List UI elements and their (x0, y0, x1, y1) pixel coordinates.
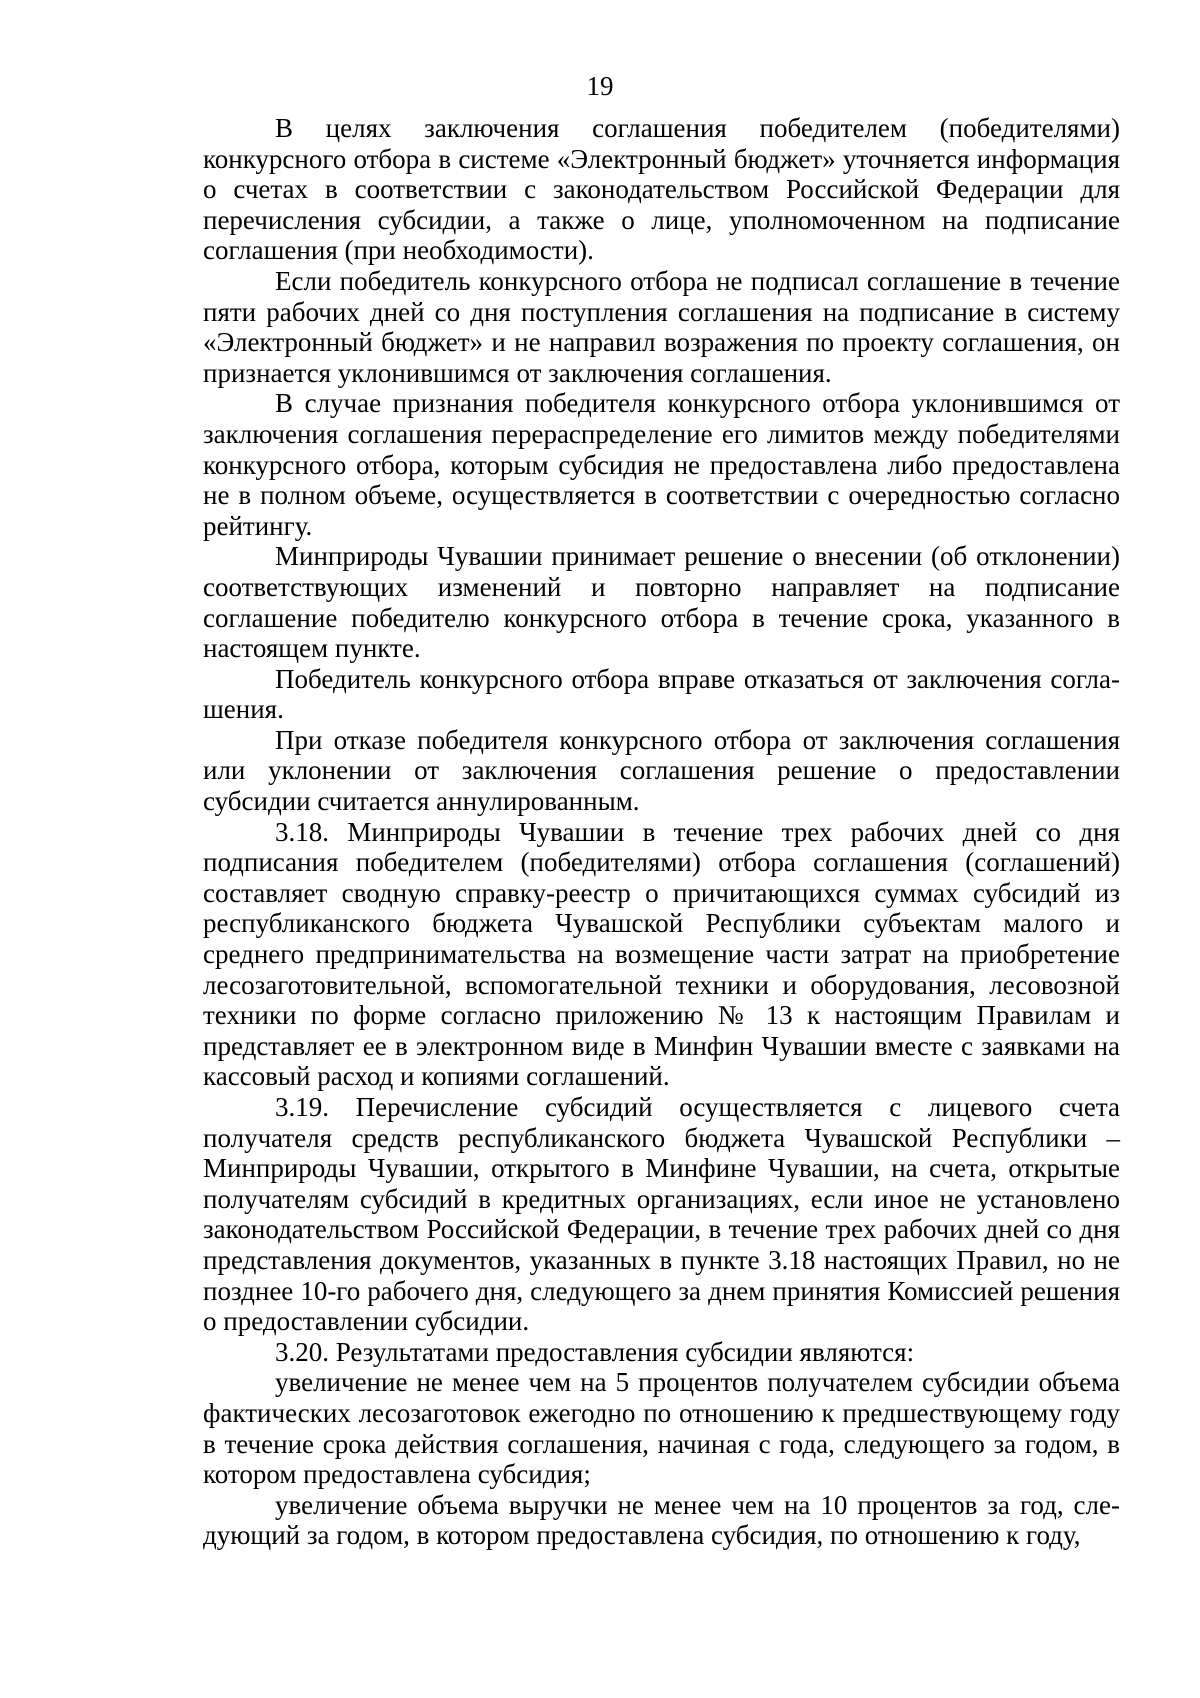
paragraph-ministry-decision: Минприроды Чувашии принимает решение о внесении (об отклонении) соответствующих изменений и повторно направляет на подписание соглашение победителю конкурсного отбора в течение срока, указанного в настоящем пункте. (203, 541, 1120, 664)
paragraph-result-revenue: увеличение объема выручки не менее чем на 10 процентов за год, следующий за годом, в котором предоставлена субсидия, по отношению к году, (203, 1489, 1120, 1551)
paragraph-clause-3-19: 3.19. Перечисление субсидий осуществляется с лицевого счета получателя средств республиканского бюджета Чувашской Республики – Минприроды Чувашии, открытого в Минфине Чувашии, на счета, открытые получателям субсидий в кредитных организациях, если иное не установлено законодательством Российской Федерации, в течение трех рабочих дней со дня представления документов, указанных в пункте 3.18 настоящих Правил, но не позднее 10-го рабочего дня, следующего за днем принятия Комиссией решения о предоставлении субсидии. (203, 1092, 1120, 1337)
paragraph-clause-3-20: 3.20. Результатами предоставления субсидии являются: (275, 1336, 915, 1367)
page-number: 19 (586, 71, 614, 101)
paragraph-evasion-signing: Если победитель конкурсного отбора не подписал соглашение в течение пяти рабочих дней со дня поступления соглашения на подписание в систему «Электронный бюджет» и не направил возражения по проекту соглашения, он признается уклонившимся от заключения соглашения. (203, 265, 1120, 388)
paragraph-annulment: При отказе победителя конкурсного отбора от заключения соглашения или уклонении от заключения соглашения решение о предоставлении субсидии считается аннулированным. (203, 724, 1120, 817)
document-body (203, 113, 1120, 1551)
paragraph-agreement-accounts: В целях заключения соглашения победителем (победителями) конкурсного отбора в системе «Электронный бюджет» уточняется информация о счетах в соответствии с законодательством Российской Федерации для перечисления субсидии, а также о лице, уполномоченном на подписание соглашения (при необходимости). (203, 113, 1120, 266)
paragraph-limit-redistribution: В случае признания победителя конкурсного отбора уклонившимся от заключения соглашения перераспределение его лимитов между победителями конкурсного отбора, которым субсидия не предоставлена либо предоставлена не в полном объеме, осуществляется в соответствии с очередностью согласно рейтингу. (203, 388, 1120, 541)
paragraph-result-harvesting: увеличение не менее чем на 5 процентов получателем субсидии объема фактических лесозаготовок ежегодно по отношению к предшествующему году в течение срока действия соглашения, начиная с года, следующего за годом, в котором предоставлена субсидия; (203, 1367, 1120, 1490)
paragraph-clause-3-18: 3.18. Минприроды Чувашии в течение трех рабочих дней со дня подписания победителем (победителями) отбора соглашения (соглашений) составляет сводную справку-реестр о причитающихся суммах субсидий из республиканского бюджета Чувашской Республики субъектам малого и среднего предпринимательства на возмещение части затрат на приобретение лесозаготовительной, вспомогательной техники и оборудования, лесовозной техники по форме согласно приложению № 13 к настоящим Правилам и представляет ее в электронном виде в Минфин Чувашии вместе с заявками на кассовый расход и копиями соглашений. (203, 816, 1120, 1092)
paragraph-right-to-refuse: Победитель конкурсного отбора вправе отказаться от заключения соглашения. (203, 663, 1120, 725)
